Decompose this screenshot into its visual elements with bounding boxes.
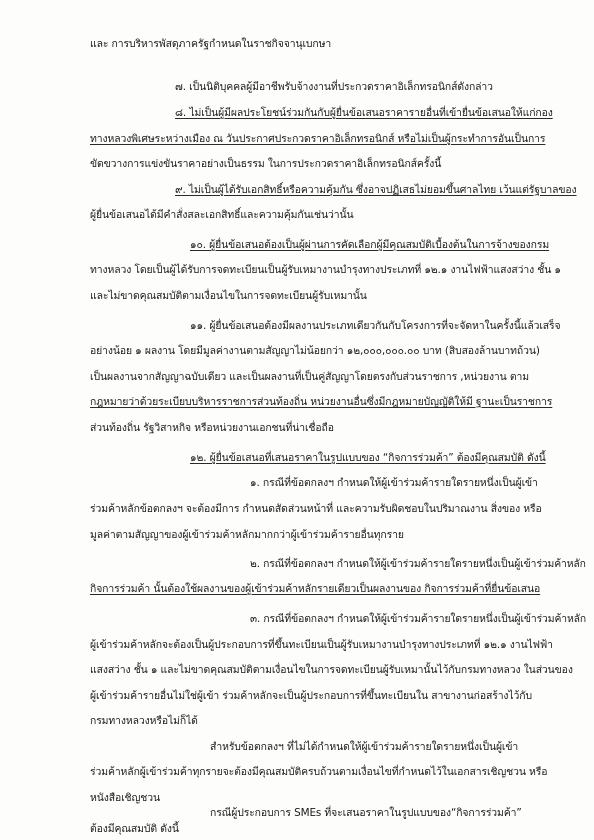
doc-line: และไม่ขาดคุณสมบัติตามเงื่อนไขในการจดทะเบียนผู้รับเหมานั้น: [90, 290, 367, 302]
doc-line: ๑๒. ผู้ยื่นข้อเสนอที่เสนอราคาในรูปแบบของ “กิจการร่วมค้า” ต้องมีคุณสมบัติ ดังนี้: [190, 452, 546, 464]
doc-line: กรณีผู้ประกอบการ SMEs ที่จะเสนอราคาในรูปแบบของ“กิจการร่วมค้า”: [210, 807, 522, 819]
doc-line: ๑. กรณีที่ข้อตกลงฯ กำหนดให้ผู้เข้าร่วมค้ารายใดรายหนึ่งเป็นผู้เข้า: [250, 477, 538, 489]
doc-line: กฎหมายว่าด้วยระเบียบบริหารราชการส่วนท้องถิ่น หน่วยงานอื่นซึ่งมีกฎหมายบัญญัติให้มี ฐานะเป็นราชการ: [90, 396, 553, 408]
doc-line: ๑๐. ผู้ยื่นข้อเสนอต้องเป็นผู้ผ่านการคัดเลือกผู้มีคุณสมบัติเบื้องต้นในการจ้างของกรม: [190, 239, 550, 251]
doc-line: ขัดขวางการแข่งขันราคาอย่างเป็นธรรม ในการประกวดราคาอิเล็กทรอนิกส์ครั้งนี้: [90, 158, 442, 170]
doc-line: มูลค่าตามสัญญาของผู้เข้าร่วมค้าหลักมากกว่าผู้เข้าร่วมค้ารายอื่นทุกราย: [90, 529, 404, 541]
doc-line: ๗. เป็นนิติบุคคลผู้มีอาชีพรับจ้างงานที่ประกวดราคาอิเล็กทรอนิกส์ดังกล่าว: [175, 81, 493, 93]
doc-line: ๙. ไม่เป็นผู้ได้รับเอกสิทธิ์หรือความคุ้มกัน ซึ่งอาจปฏิเสธไม่ยอมขึ้นศาลไทย เว้นแต่รัฐบาลของ: [175, 184, 577, 196]
doc-line: ๘. ไม่เป็นผู้มีผลประโยชน์ร่วมกันกับผู้ยื่นข้อเสนอราคารายอื่นที่เข้ายื่นข้อเสนอให้แก่กอง: [175, 107, 553, 119]
doc-line: ต้องมีคุณสมบัติ ดังนี้: [90, 823, 179, 835]
doc-line: ๑๑. ผู้ยื่นข้อเสนอต้องมีผลงานประเภทเดียวกันกับโครงการที่จะจัดหาในครั้งนี้แล้วเสร็จ: [190, 320, 561, 332]
doc-line: ๓. กรณีที่ข้อตกลงฯ กำหนดให้ผู้เข้าร่วมค้ารายใดรายหนึ่งเป็นผู้เข้าร่วมค้าหลัก: [250, 613, 587, 625]
doc-line: ร่วมค้าหลักข้อตกลงฯ จะต้องมีการ กำหนดสัดส่วนหน้าที่ และความรับผิดชอบในปริมาณงาน สิ่งของ หรือ: [90, 503, 542, 515]
doc-line: ๒. กรณีที่ข้อตกลงฯ กำหนดให้ผู้เข้าร่วมค้ารายใดรายหนึ่งเป็นผู้เข้าร่วมค้าหลัก: [250, 558, 586, 570]
doc-line: และ การบริหารพัสดุภาครัฐกำหนดในราชกิจจานุเบกษา: [90, 38, 332, 50]
doc-line: ผู้เข้าร่วมค้าหลักจะต้องเป็นผู้ประกอบการที่ขึ้นทะเบียนเป็นผู้รับเหมางานบำรุงทางประเภทที่ ๑๒.๑ งานไฟฟ้า: [90, 639, 553, 651]
doc-line: ร่วมค้าหลักผู้เข้าร่วมค้าทุกรายจะต้องมีคุณสมบัติครบถ้วนตามเงื่อนไขที่กำหนดไว้ในเอกสารเชิญชวน หรือ: [90, 766, 548, 778]
doc-line: อย่างน้อย ๑ ผลงาน โดยมีมูลค่างานตามสัญญาไม่น้อยกว่า ๑๒,๐๐๐,๐๐๐.๐๐ บาท (สิบสองล้านบาทถ้วน): [90, 345, 540, 357]
doc-line: ทางหลวง โดยเป็นผู้ได้รับการจดทะเบียนเป็นผู้รับเหมางานบำรุงทางประเภทที่ ๑๒.๑ งานไฟฟ้าแสงสว่าง ชั้น ๑: [90, 264, 561, 276]
doc-line: เป็นผลงานจากสัญญาฉบับเดียว และเป็นผลงานที่เป็นคู่สัญญาโดยตรงกับส่วนราชการ ,หน่วยงาน ตาม: [90, 371, 529, 383]
doc-line: ส่วนท้องถิ่น รัฐวิสาหกิจ หรือหน่วยงานเอกชนที่น่าเชื่อถือ: [90, 422, 334, 434]
doc-line: ทางหลวงพิเศษระหว่างเมือง ณ วันประกาศประกวดราคาอิเล็กทรอนิกส์ หรือไม่เป็นผู้กระทำการอันเป็นการ: [90, 133, 546, 145]
doc-line: แสงสว่าง ชั้น ๑ และไม่ขาดคุณสมบัติตามเงื่อนไขในการจดทะเบียนผู้รับเหมานั้นไว้กับกรมทางหลวง ในส่วนของ: [90, 664, 573, 676]
doc-line: ผู้ยื่นข้อเสนอได้มีคำสั่งสละเอกสิทธิ์และความคุ้มกันเช่นว่านั้น: [90, 209, 354, 221]
doc-line: กรมทางหลวงหรือไม่ก็ได้: [90, 715, 198, 727]
doc-line: กิจการร่วมค้า นั้นต้องใช้ผลงานของผู้เข้าร่วมค้าหลักรายเดียวเป็นผลงานของ กิจการร่วมค้าที่ยื่นข้อเสนอ: [90, 583, 541, 595]
doc-line: ผู้เข้าร่วมค้ารายอื่นไม่ใช่ผู้เข้า ร่วมค้าหลักจะเป็นผู้ประกอบการที่ขึ้นทะเบียนใน สาขางานก่อสร้างไว้กับ: [90, 690, 532, 702]
doc-line: หนังสือเชิญชวน: [90, 792, 160, 804]
doc-line: สำหรับข้อตกลงฯ ที่ไม่ได้กำหนดให้ผู้เข้าร่วมค้ารายใดรายหนึ่งเป็นผู้เข้า: [210, 741, 519, 753]
